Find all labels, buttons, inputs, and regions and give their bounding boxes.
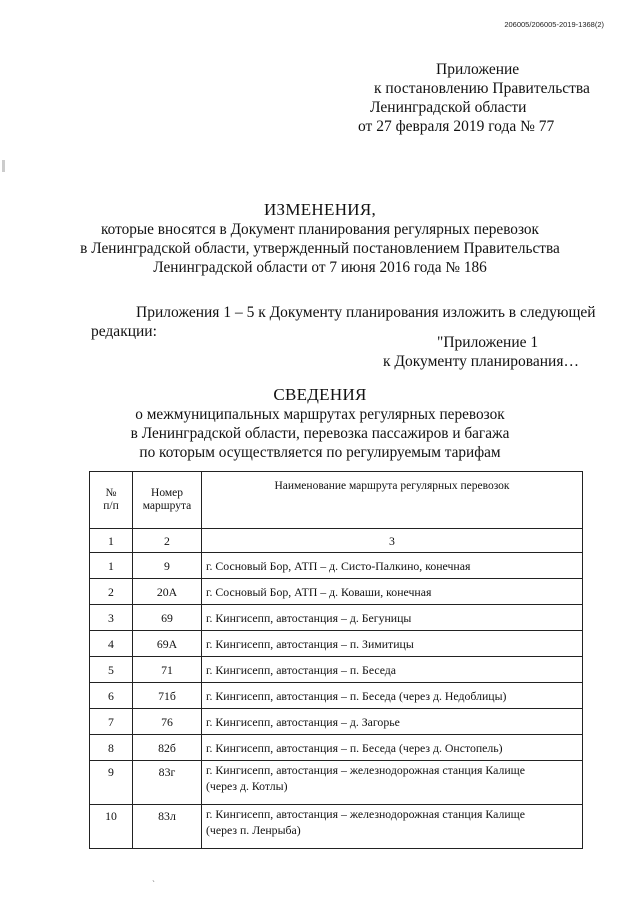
row-number: 10 xyxy=(90,805,133,849)
changes-title-line-1: которые вносятся в Документ планирования регулярных перевозок xyxy=(101,221,539,238)
route-number: 20А xyxy=(133,579,202,605)
header-number: № п/п xyxy=(90,472,133,529)
route-number: 9 xyxy=(133,553,202,579)
table-row xyxy=(90,657,583,683)
route-name: г. Кингисепп, автостанция – д. Загорье xyxy=(202,709,583,735)
route-name: г. Сосновый Бор, АТП – д. Коваши, конечная xyxy=(202,579,583,605)
route-name: г. Кингисепп, автостанция – п. Беседа (через д. Недоблицы) xyxy=(202,683,583,709)
table-row xyxy=(90,735,583,761)
route-number: 69А xyxy=(133,631,202,657)
paragraph-line-2: редакции: xyxy=(91,323,157,340)
row-number: 2 xyxy=(90,579,133,605)
appendix-line-1: Приложение xyxy=(436,61,520,78)
row-number: 4 xyxy=(90,631,133,657)
route-number: 71 xyxy=(133,657,202,683)
changes-heading: ИЗМЕНЕНИЯ, xyxy=(263,200,377,219)
header-route-number: Номер маршрута xyxy=(133,472,202,529)
scan-speck: ˎ xyxy=(152,872,155,882)
route-name: г. Сосновый Бор, АТП – д. Систо-Палкино, конечная xyxy=(202,553,583,579)
column-number: 2 xyxy=(133,529,202,553)
route-name: г. Кингисепп, автостанция – п. Беседа xyxy=(202,657,583,683)
quote-line-1: "Приложение 1 xyxy=(437,334,539,351)
route-number: 69 xyxy=(133,605,202,631)
row-number: 3 xyxy=(90,605,133,631)
column-number: 1 xyxy=(90,529,133,553)
route-number: 71б xyxy=(133,683,202,709)
column-numbers-row xyxy=(90,529,583,553)
table-row xyxy=(90,631,583,657)
quote-line-2: к Документу планирования… xyxy=(383,353,579,370)
route-name: г. Кингисепп, автостанция – железнодорожная станция Калище (через д. Котлы) xyxy=(202,761,583,805)
table-row xyxy=(90,709,583,735)
header-route-name: Наименование маршрута регулярных перевозок xyxy=(202,472,583,529)
changes-title-line-3: Ленинградской области от 7 июня 2016 года № 186 xyxy=(153,259,487,276)
route-name: г. Кингисепп, автостанция – д. Бегуницы xyxy=(202,605,583,631)
appendix-line-3: Ленинградской области xyxy=(370,99,527,116)
table-header-row xyxy=(90,472,583,529)
table-row xyxy=(90,683,583,709)
table-row xyxy=(90,805,583,849)
route-name: г. Кингисепп, автостанция – п. Беседа (через д. Онстопель) xyxy=(202,735,583,761)
route-number: 82б xyxy=(133,735,202,761)
document-id: 206005/206005-2019-1368(2) xyxy=(504,20,604,29)
appendix-line-2: к постановлению Правительства xyxy=(374,80,590,97)
section-line-2: в Ленинградской области, перевозка пассажиров и багажа xyxy=(130,425,510,442)
table-row xyxy=(90,605,583,631)
table-row xyxy=(90,579,583,605)
row-number: 9 xyxy=(90,761,133,805)
row-number: 7 xyxy=(90,709,133,735)
route-name: г. Кингисепп, автостанция – железнодорожная станция Калище (через п. Ленрыба) xyxy=(202,805,583,849)
table-row xyxy=(90,553,583,579)
section-line-3: по которым осуществляется по регулируемым тарифам xyxy=(139,444,501,461)
route-number: 83г xyxy=(133,761,202,805)
appendix-line-4: от 27 февраля 2019 года № 77 xyxy=(358,118,555,135)
section-line-1: о межмуниципальных маршрутах регулярных перевозок xyxy=(135,406,505,423)
route-number: 76 xyxy=(133,709,202,735)
route-number: 83л xyxy=(133,805,202,849)
paragraph-line-1: Приложения 1 – 5 к Документу планирования изложить в следующей xyxy=(136,304,596,321)
scan-edge-mark xyxy=(2,160,5,172)
row-number: 1 xyxy=(90,553,133,579)
routes-table xyxy=(89,471,583,849)
route-name: г. Кингисепп, автостанция – п. Зимитицы xyxy=(202,631,583,657)
table-row xyxy=(90,761,583,805)
row-number: 5 xyxy=(90,657,133,683)
column-number: 3 xyxy=(202,529,583,553)
row-number: 8 xyxy=(90,735,133,761)
section-heading: СВЕДЕНИЯ xyxy=(273,385,367,404)
row-number: 6 xyxy=(90,683,133,709)
changes-title-line-2: в Ленинградской области, утвержденный постановлением Правительства xyxy=(80,240,560,257)
